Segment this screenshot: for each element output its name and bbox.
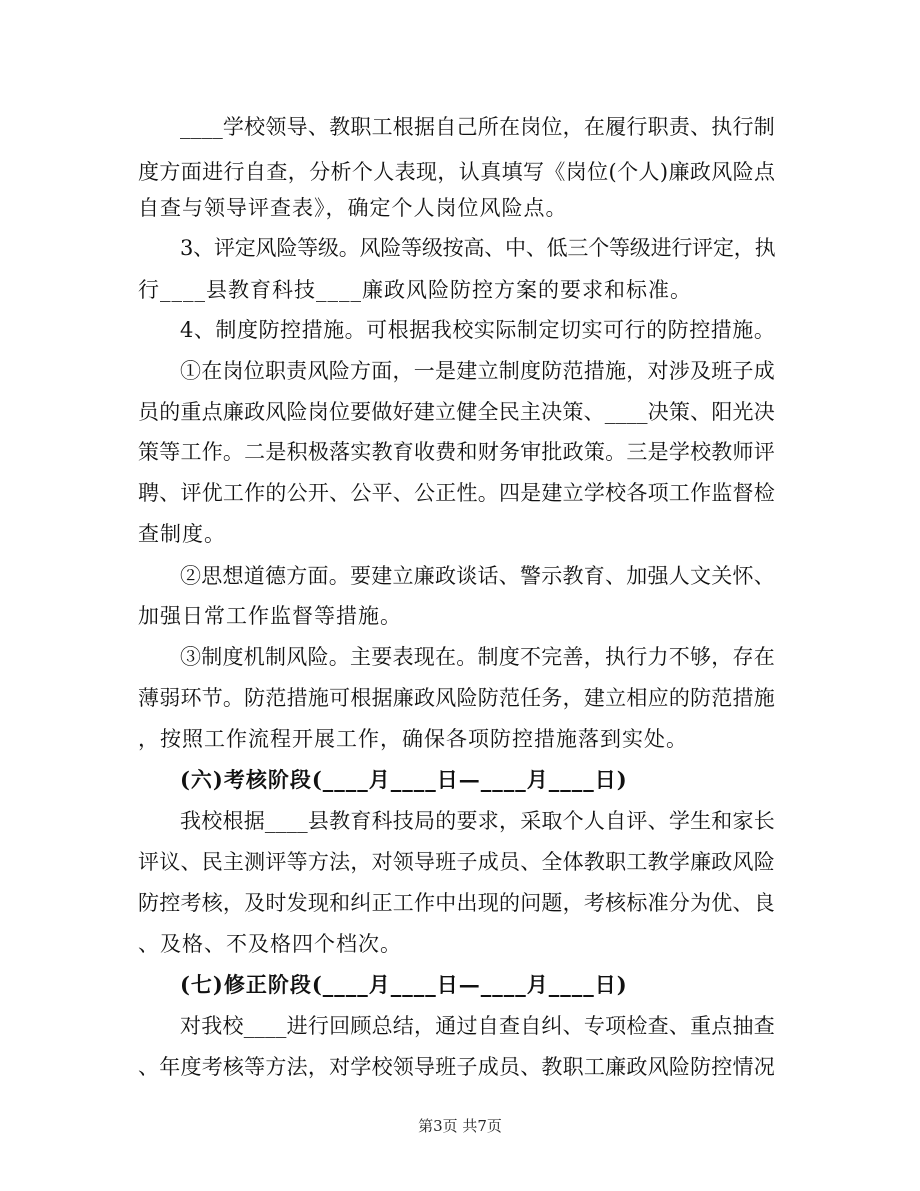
paragraph-line: 查制度。 bbox=[138, 522, 226, 546]
paragraph-line: 加强日常工作监督等措施。 bbox=[138, 604, 402, 628]
paragraph-line: 薄弱环节。防范措施可根据廉政风险防范任务，建立相应的防范措施 bbox=[138, 686, 775, 710]
paragraph-line: 防控考核，及时发现和纠正工作中出现的问题，考核标准分为优、良 bbox=[138, 891, 775, 915]
paragraph-line: 对我校____进行回顾总结，通过自查自纠、专项检查、重点抽查 bbox=[180, 1014, 775, 1038]
paragraph-line: ____学校领导、教职工根据自己所在岗位，在履行职责、执行制 bbox=[180, 115, 775, 139]
paragraph-line: 员的重点廉政风险岗位要做好建立健全民主决策、____决策、阳光决 bbox=[138, 400, 775, 424]
paragraph-line: 度方面进行自查，分析个人表现，认真填写《岗位(个人)廉政风险点 bbox=[138, 160, 776, 184]
section-heading: (六)考核阶段(____月____日—____月____日) bbox=[180, 767, 628, 792]
paragraph-line: 策等工作。二是积极落实教育收费和财务审批政策。三是学校教师评 bbox=[138, 440, 775, 464]
paragraph-line: 、年度考核等方法，对学校领导班子成员、教职工廉政风险防控情况 bbox=[138, 1055, 775, 1079]
paragraph-line: 聘、评优工作的公开、公平、公正性。四是建立学校各项工作监督检 bbox=[138, 481, 775, 505]
paragraph-line: 3、评定风险等级。风险等级按高、中、低三个等级进行评定，执 bbox=[180, 236, 776, 260]
page-number-footer: 第3页 共7页 bbox=[418, 1117, 502, 1135]
paragraph-line: 自查与领导评查表》，确定个人岗位风险点。 bbox=[138, 196, 568, 220]
paragraph-line: ②思想道德方面。要建立廉政谈话、警示教育、加强人文关怀、 bbox=[180, 564, 775, 588]
section-heading: (七)修正阶段(____月____日—____月____日) bbox=[180, 972, 628, 997]
paragraph-line: ，按照工作流程开展工作，确保各项防控措施落到实处。 bbox=[138, 727, 688, 751]
paragraph-line: 评议、民主测评等方法，对领导班子成员、全体教职工教学廉政风险 bbox=[138, 850, 775, 874]
paragraph-line: ③制度机制风险。主要表现在。制度不完善，执行力不够，存在 bbox=[180, 645, 775, 669]
paragraph-line: 我校根据____县教育科技局的要求，采取个人自评、学生和家长 bbox=[180, 809, 775, 833]
paragraph-line: 4、制度防控措施。可根据我校实际制定切实可行的防控措施。 bbox=[180, 318, 776, 342]
paragraph-line: ①在岗位职责风险方面，一是建立制度防范措施，对涉及班子成 bbox=[180, 359, 775, 383]
paragraph-line: 、及格、不及格四个档次。 bbox=[138, 932, 402, 956]
paragraph-line: 行____县教育科技____廉政风险防控方案的要求和标准。 bbox=[138, 278, 692, 302]
